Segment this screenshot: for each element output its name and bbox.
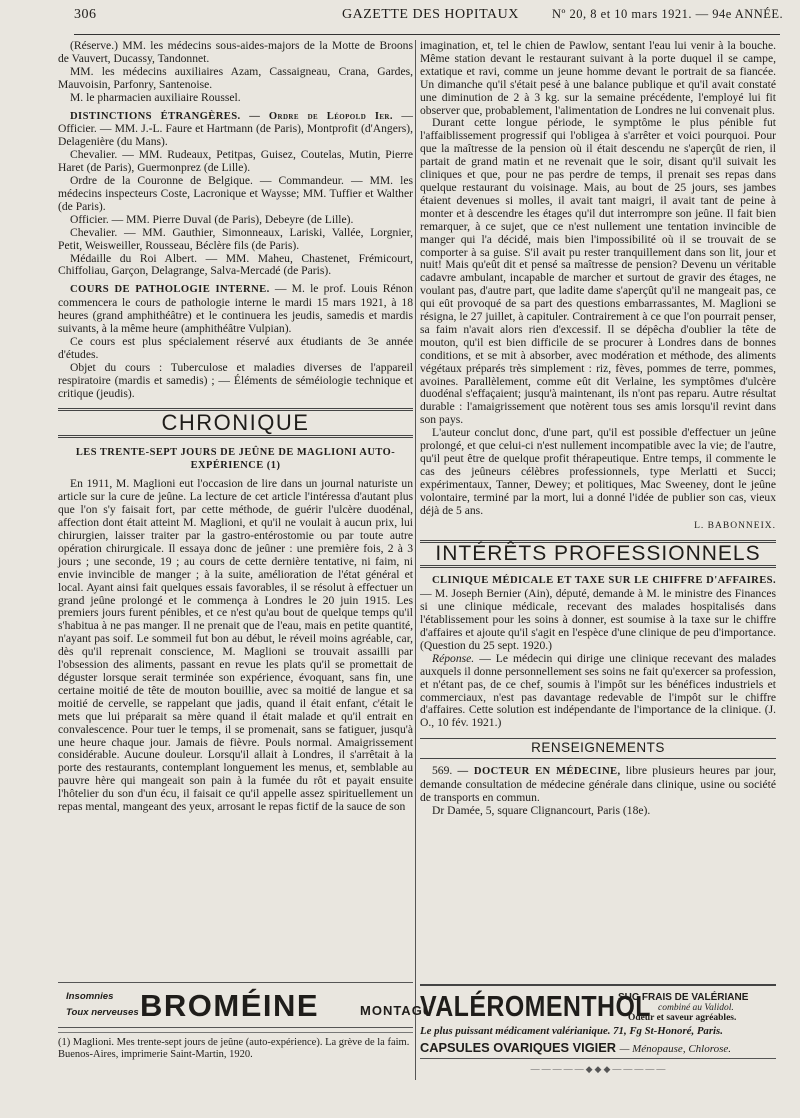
valeromenthol-tagline: Le plus puissant médicament valérianique. 71, Fg St-Honoré, Paris. bbox=[420, 1025, 723, 1037]
pharmacien-line: M. le pharmacien auxiliaire Roussel. bbox=[70, 90, 241, 104]
cours-body: — M. le prof. Louis Rénon commencera le cours de pathologie interne le mardi 15 mars 1921, à 18 heures (grand amphithéâtre) et le continuera les jeudis, samedis et mardis suivants, à la même heure (amphithéâtre Vulpian). bbox=[58, 282, 413, 336]
capsules-name: CAPSULES OVARIQUES VIGIER bbox=[420, 1040, 617, 1055]
bottom-ornament: —————◆◆◆————— bbox=[530, 1064, 668, 1074]
capsules-indication: — Ménopause, Chlorose. bbox=[619, 1043, 731, 1055]
bromeine-wordmark: BROMÉINE bbox=[140, 988, 320, 1023]
cours-heading: COURS DE PATHOLOGIE INTERNE. bbox=[70, 284, 270, 296]
valeromenthol-line1: SUC FRAIS DE VALÉRIANE bbox=[618, 992, 749, 1003]
renseignements-band bbox=[420, 738, 776, 759]
annonce-body: libre plusieurs heures par jour, demande consultation de médecine générale dans clinique, usine ou société de transports en commun. bbox=[420, 764, 777, 804]
renseignements-heading: RENSEIGNEMENTS bbox=[531, 740, 665, 756]
running-header bbox=[60, 7, 790, 31]
valeromenthol-wordmark: VALÉROMENTHOL bbox=[420, 991, 651, 1023]
couronne-chevalier: Chevalier. — MM. Gauthier, Simonneaux, Lariski, Vallée, Lorgnier, Petit, Weisweiller, Rousseau, Béclère fils (de Paris). bbox=[58, 225, 413, 252]
annonce-heading: — DOCTEUR EN MÉDECINE, bbox=[457, 766, 621, 778]
bromeine-insomnies: Insomnies bbox=[66, 991, 114, 1002]
annonce-number: 569. bbox=[432, 764, 453, 778]
left-column bbox=[58, 40, 413, 814]
bromeine-toux: Toux nerveuses bbox=[66, 1007, 139, 1018]
cours-block bbox=[58, 283, 413, 336]
right-column bbox=[420, 40, 776, 818]
issue-date: Nº 20, 8 et 10 mars 1921. — 94e ANNÉE. bbox=[552, 7, 784, 21]
article-signature: L. BABONNEIX. bbox=[694, 520, 776, 531]
capsules-advertisement bbox=[420, 1040, 776, 1059]
column-divider bbox=[415, 40, 416, 1080]
journal-title: GAZETTE DES HOPITAUX bbox=[342, 7, 519, 22]
header-rule bbox=[74, 34, 780, 35]
article-continuation: imagination, et, tel le chien de Pawlow, sentant l'eau lui venir à la bouche. Même station devant le restaurant suivant à la porte duquel il se campe, extatique et ravi, comme un jeune homme devant le portrait de sa fiancée. Un dimanche qu'il s'était pesé à une balance publique et qu'il avait constaté une diminution de 2 à 3 kg. sur la semaine précédente, l'employé lui fit observer que, probablement, l'alimentation de Londres ne lui convenait plus. bbox=[420, 39, 776, 117]
medaille-roi-albert: Médaille du Roi Albert. — MM. Maheu, Chastenet, Frémicourt, Chiffoliau, Garçon, Delagrange, Salva-Mercadé (de Paris). bbox=[58, 251, 413, 278]
valeromenthol-line2: combiné au Validol. bbox=[658, 1003, 734, 1013]
page-number: 306 bbox=[74, 7, 97, 22]
cours-students: Ce cours est plus spécialement réservé aux étudiants de 3e année d'études. bbox=[58, 334, 413, 361]
annonce-contact: Dr Damée, 5, square Clignancourt, Paris (18e). bbox=[432, 803, 651, 817]
distinctions-heading: DISTINCTIONS ÉTRANGÈRES. — Ordre de Léopold Ier. bbox=[70, 110, 393, 122]
reponse-block bbox=[420, 653, 776, 730]
footnote: (1) Maglioni. Mes trente-sept jours de jeûne (auto-expérience). La grève de la faim. Buenos-Aires, imprimerie Saint-Martin, 1920. bbox=[58, 1032, 413, 1061]
couronne-officier: Officier. — MM. Pierre Duval (de Paris), Debeyre (de Lille). bbox=[70, 212, 354, 226]
article-title: LES TRENTE-SEPT JOURS DE JEÛNE DE MAGLIONI AUTO-EXPÉRIENCE (1) bbox=[75, 447, 396, 472]
reserve-list: (Réserve.) MM. les médecins sous-aides-majors de la Motte de Broons de Vauvert, Ducassy, Tandonnet. bbox=[58, 39, 413, 65]
interets-band bbox=[420, 540, 776, 568]
article-paragraph-2: Durant cette longue période, le symptôme le plus pénible fut l'affaiblissement progressif qui l'obligea à s'arrêter et voici pourquoi. Pour que la maîtresse de la pension où il était descendu ne s'aperçût de rien, il partait de grand matin et ne revenait que le soir, disant qu'il suivait les cliniques et que, pour ne pas perdre de temps, il prenait ses repas dans quelque restaurant du voisinage. Mais, au bout de 25 jours, ses jambes étaient devenues si molles, il avait tant maigri, il avait tant de peine à monter et à descendre les étages qu'il dut interrompre son jeûne. Il fait bien remarquer, à ce sujet, que ce n'est nullement une tentation invincible de manger qui l'a décidé, mais bien l'impossibilité où il se trouvait de se comporter à sa guise. S'il avait pu rester tranquillement dans son lit, jour et nuit! Mais qu'eût dit et pensé sa maîtresse de pension? Devenu un véritable cadavre ambulant, incapable de marcher et surtout de gravir des étages, ne voulant pas, d'autre part, que ladite dame s'aperçût qu'il ne mangeait pas, ce qui eût provoqué de sa part des questions embarrassantes, M. Maglioni se résigna, le 27 juillet, à capituler. Contrairement à ce que l'on pourrait penser, sa faim n'avait alors rien d'excessif. Il se dépêcha d'oublier la tête de mouton, qu'il est bien difficile de se procurer à Londres dans de bonnes conditions, et se mit à absorber, avec modération et méthode, des aliments végétaux préparés très simplement : riz, fèves, pommes de terre, pommes, avoines. Parallèlement, comme eût dit Verlaine, les symptômes d'ulcère duodénal s'effaçaient; jusqu'à maintenant, ils n'ont pas reparu. Autre résultat durable : l'amaigrissement que notèrent tous ses amis lorsqu'il revint dans son pays. bbox=[420, 116, 776, 427]
distinctions-block bbox=[58, 110, 413, 150]
reponse-body: — Le médecin qui dirige une clinique recevant des malades auxquels il donne personnellement ses soins ne fait qu'exercer sa profession, et n'étant pas, de ce chef, soumis à l'impôt sur les bénéfices industriels et commerciaux, n'est pas davantage redevable de l'impôt sur le chiffre d'affaires. Cette solution est indépendante de l'importance de la clinique. (J. O., 10 fév. 1921.) bbox=[420, 651, 776, 730]
leopold-chevalier: Chevalier. — MM. Rudeaux, Petitpas, Guisez, Coutelas, Mutin, Pierre Haret (de Paris), Guermonprez (de Lille). bbox=[58, 148, 413, 175]
clinique-heading: CLINIQUE MÉDICALE ET TAXE SUR LE CHIFFRE D'AFFAIRES. bbox=[432, 575, 776, 587]
clinique-body: — M. Joseph Bernier (Ain), député, demande à M. le ministre des Finances si une clinique médicale, recevant des malades hospitalisés dans l'établissement pour les soins à donner, est soumise à la taxe sur le chiffre d'affaires et ajoute qu'il s'agit en l'espèce d'une clinique de peu d'importance. (Question du 25 sept. 1920.) bbox=[420, 587, 776, 652]
interets-heading: INTÉRÊTS PROFESSIONNELS bbox=[435, 542, 761, 566]
auxiliaires-list: MM. les médecins auxiliaires Azam, Cassaigneau, Crana, Gardes, Mauvoisin, Parfonry, Santenoise. bbox=[58, 64, 413, 91]
reponse-label: Réponse. bbox=[432, 651, 475, 665]
couronne-commandeur: Ordre de la Couronne de Belgique. — Commandeur. — MM. les médecins inspecteurs Coste, Lacronique et Waysse; MM. Tuffier et Walther (de Paris). bbox=[58, 174, 413, 213]
article-body: En 1911, M. Maglioni eut l'occasion de lire dans un journal naturiste un article sur la cure de jeûne. La lecture de cet article l'intéressa d'autant plus que l'on s'y faisait fort, par cette méthode, de guérir l'ulcère duodénal, affection dont était atteint M. Maglioni, et qu'il ne voulait à aucun prix, lui chirurgien, laisser traiter par la gastro-entérostomie ou par toute autre opération chirurgicale. Il essaya donc de jeûner : une première fois, 2 à 3 jours ; une seconde, 19 ; au cours de cette dernière tentative, ni faim, ni envie invincible de manger ; à la suite, amélioration de l'état général et local. Ayant ainsi fait quelques essais favorables, il se résolut à effectuer un grand jeûne prolongé et le commença à Londres le 20 juin 1915. Les premiers jours furent pénibles, et ce n'est qu'au bout de quelque temps qu'il s'habitua à ne pas manger. Il ne prenait que de l'eau, mais en petite quantité, n'ayant pas soif. Le sommeil fut bon au début, le réveil moins agréable, car, dès qu'il reprenait conscience, M. Maglioni se trouvait assailli par l'obsession des aliments, passant en revue les plats qu'il se promettait de déguster lorsque serait terminée son expérience, évoquant, sans fin, une certaine moitié de tête de mouton bouillie, avec sa moitié de langue et sa moitié de cervelle, se rappelant que jadis, quand il était enfant, c'était le mets que lui préparait sa mère quand il était malade et qu'il entrait en convalescence. Pour tuer le temps, il se promenait, sans se fatiguer, jusqu'à une heure chaque jour. Jamais de fièvre. Pouls normal. Amaigrissement considérable. Aucune douleur. Lorsqu'il allait à Londres, il s'arrêtait à la porte des restaurants, contemplant longuement les menus, et, semblable au pauvre hère qui mangeait son pain à la fumée du rôt et payait ensuite l'hôtelier du son d'un écu, il faisait ce qu'il appelle assez spirituellement un repas mental, mangeant des yeux, arrosant le repas fictif de la sauce de son bbox=[58, 477, 413, 814]
cours-objet: Objet du cours : Tuberculose et maladies diverses de l'appareil respiratoire (mardis et samedis) ; — Éléments de séméiologie technique et critique (jeudis). bbox=[58, 360, 413, 400]
clinique-question bbox=[420, 574, 776, 652]
valeromenthol-line3: Odeur et saveur agréables. bbox=[628, 1013, 737, 1023]
chronique-heading: CHRONIQUE bbox=[161, 410, 310, 436]
leopold-officier: — Officier. — MM. J.-L. Faure et Hartmann (de Paris), Montprofit (d'Angers), Delagenière (du Mans). bbox=[58, 108, 414, 149]
valeromenthol-advertisement bbox=[420, 984, 776, 1038]
article-conclusion: L'auteur conclut donc, d'une part, qu'il est possible d'effectuer un jeûne prolongé, et que celui-ci n'est nullement incompatible avec la vie; de l'autre, qu'il peut être de quelque profit thérapeutique. Entre temps, il commente le cas des jeûneurs célèbres professionnels, type Merlatti et Succi; expérimentaux, Tanner, Dewey; et politiques, Mac Sweeney, dont le jeûne volontaire, terminé par la mort, lui a donné l'idée de publier son cas, vieux déjà de 5 ans. bbox=[420, 426, 776, 517]
annonce bbox=[420, 765, 776, 805]
bromeine-advertisement bbox=[58, 982, 434, 1028]
chronique-band bbox=[58, 408, 413, 438]
bromeine-brand: MONTAGU bbox=[360, 1003, 434, 1018]
